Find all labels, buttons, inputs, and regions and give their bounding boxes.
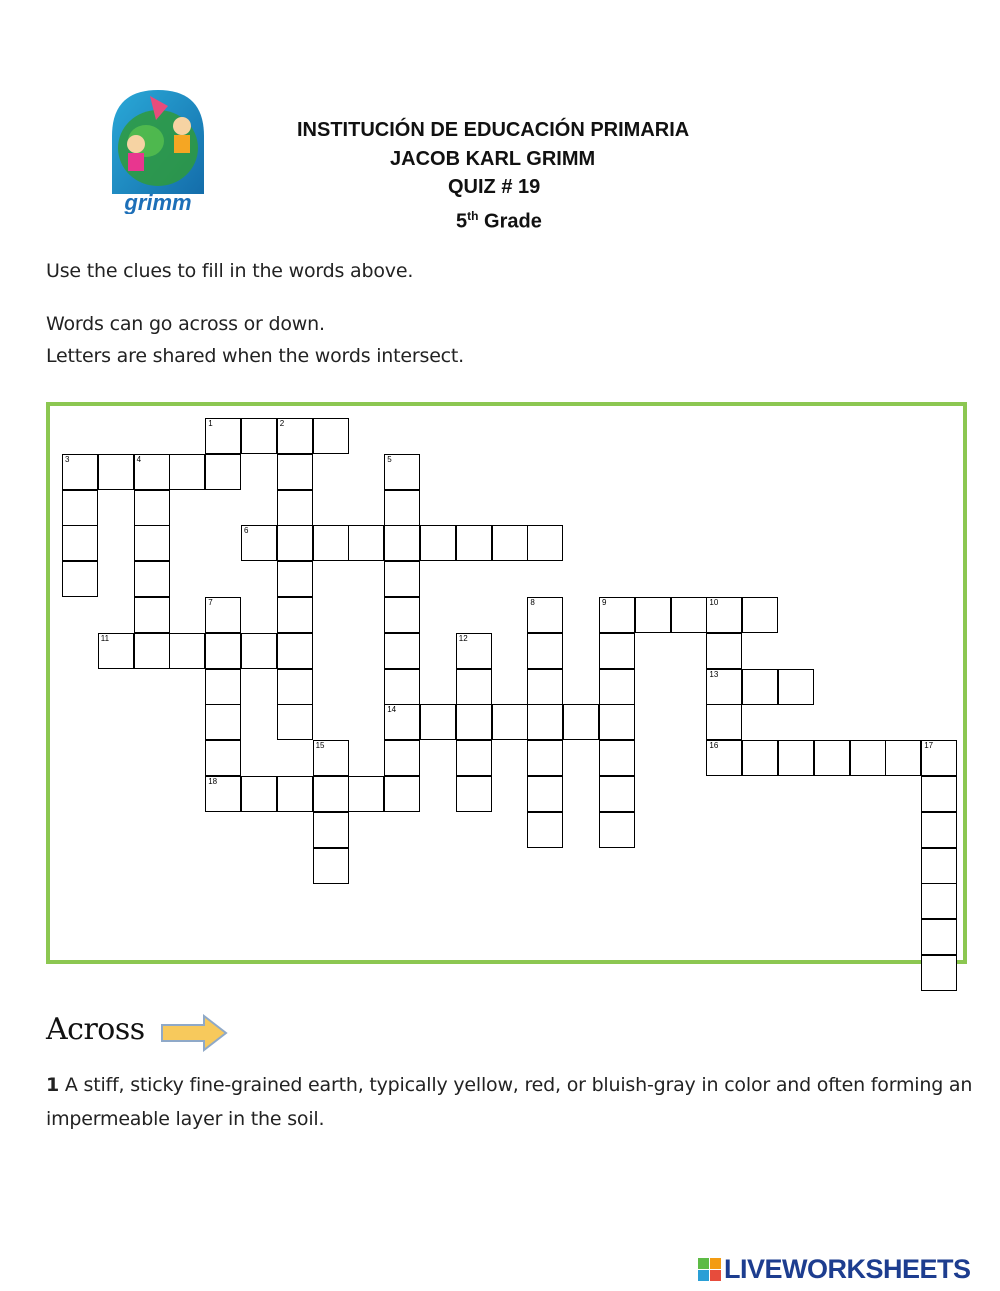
crossword-cell[interactable] [134,597,170,633]
crossword-cell[interactable] [62,561,98,597]
crossword-cell[interactable] [599,704,635,740]
crossword-cell[interactable] [706,704,742,740]
crossword-cell[interactable] [134,490,170,526]
crossword-cell[interactable] [599,669,635,705]
grade-word: Grade [484,210,542,233]
clue-number-label: 15 [315,741,325,751]
crossword-cell[interactable] [814,740,850,776]
crossword-cell[interactable] [384,454,420,490]
crossword-cell[interactable] [205,740,241,776]
liveworksheets-logo [698,1254,971,1285]
crossword-cell[interactable] [62,454,98,490]
crossword-cell[interactable] [742,597,778,633]
school-name: JACOB KARL GRIMM [390,147,596,170]
crossword-cell[interactable] [527,812,563,848]
crossword-cell[interactable] [492,525,528,561]
crossword-cell[interactable] [205,669,241,705]
crossword-cell[interactable] [313,418,349,454]
crossword-cell[interactable] [599,740,635,776]
crossword-cell[interactable] [527,669,563,705]
crossword-cell[interactable] [599,812,635,848]
crossword-cell[interactable] [527,633,563,669]
crossword-cell[interactable] [671,597,707,633]
clue-number-label: 10 [709,598,719,607]
crossword-cell[interactable] [241,525,277,561]
crossword-cell[interactable] [205,418,241,454]
crossword-cell[interactable] [599,776,635,812]
crossword-cell[interactable] [134,561,170,597]
clue-number-label: 13 [709,669,719,679]
crossword-cell[interactable] [742,669,778,705]
crossword-cell[interactable] [277,597,313,633]
crossword-cell[interactable] [241,776,277,812]
crossword-cell[interactable] [277,454,313,490]
quiz-title: QUIZ # 19 [448,176,541,198]
crossword-cell[interactable] [563,704,599,740]
grade-label [250,202,820,236]
crossword-cell[interactable] [98,633,134,669]
crossword-cell[interactable] [921,919,957,955]
clue-number-label: 18 [208,777,218,786]
crossword-cell[interactable] [456,525,492,561]
crossword-cell[interactable] [706,740,742,776]
clue-number-label: 2 [279,419,285,428]
clue-number-label: 17 [924,741,934,751]
crossword-cell[interactable] [456,669,492,705]
crossword-cell[interactable] [527,704,563,740]
crossword-cell[interactable] [778,740,814,776]
crossword-cell[interactable] [778,669,814,705]
crossword-cell[interactable] [348,776,384,812]
crossword-cell[interactable] [277,418,313,454]
clue-number-label: 14 [387,705,397,715]
clue-number-label: 12 [458,633,468,643]
school-logo [108,86,208,214]
crossword-cell[interactable] [635,597,671,633]
crossword-cell[interactable] [492,704,528,740]
crossword-cell[interactable] [384,490,420,526]
crossword-cell[interactable] [527,776,563,812]
crossword-cell[interactable] [313,812,349,848]
crossword-cell[interactable] [384,597,420,633]
crossword-cell[interactable] [706,633,742,669]
crossword-cell[interactable] [277,633,313,669]
institution-name: INSTITUCIÓN DE EDUCACIÓN PRIMARIA [297,119,690,141]
clue-number-label: 7 [208,598,213,607]
logo-wordmark: grimm [124,190,192,214]
crossword-cell[interactable] [527,740,563,776]
instruction-line-3: Letters are shared when the words intersect. [46,345,465,367]
crossword-cell[interactable] [313,525,349,561]
liveworksheets-icon [698,1258,721,1281]
crossword-cell[interactable] [384,776,420,812]
crossword-cell[interactable] [277,561,313,597]
crossword-cell[interactable] [241,633,277,669]
crossword-cell[interactable] [921,955,957,991]
grade-suffix: th [467,208,479,223]
clue-number-label: 16 [709,741,719,751]
crossword-cell[interactable] [921,776,957,812]
crossword-cell[interactable] [456,776,492,812]
crossword-cell[interactable] [205,776,241,812]
crossword-cell[interactable] [527,525,563,561]
crossword-cell[interactable] [384,669,420,705]
crossword-cell[interactable] [384,525,420,561]
crossword-cell[interactable] [384,704,420,740]
instruction-line-2: Words can go across or down. [46,313,325,335]
crossword-cell[interactable] [134,525,170,561]
crossword-cell[interactable] [313,776,349,812]
crossword-cell[interactable] [742,740,778,776]
instruction-line-1: Use the clues to fill in the words above. [46,260,414,282]
school-header [250,116,820,236]
crossword-cell[interactable] [241,418,277,454]
crossword-cell[interactable] [921,883,957,919]
crossword-cell[interactable] [921,848,957,884]
crossword-cell[interactable] [313,740,349,776]
crossword-cell[interactable] [706,669,742,705]
crossword-cell[interactable] [599,597,635,633]
crossword-cell[interactable] [885,740,921,776]
right-arrow-icon [160,1014,228,1052]
crossword-cell[interactable] [277,669,313,705]
crossword-cell[interactable] [456,633,492,669]
crossword-cell[interactable] [384,561,420,597]
clue-number-label: 11 [100,633,110,643]
crossword-cell[interactable] [62,525,98,561]
crossword-cell[interactable] [169,454,205,490]
crossword-cell[interactable] [277,525,313,561]
clue-number-label: 4 [136,454,142,464]
clue-number-label: 6 [244,526,249,536]
crossword-cell[interactable] [599,633,635,669]
clue-text: A stiff, sticky fine-grained earth, typically yellow, red, or bluish-gray in color and often forming an impermeable layer in the soil. [46,1074,973,1130]
crossword-cell[interactable] [706,597,742,633]
crossword-cell[interactable] [205,704,241,740]
liveworksheets-brand: LIVEWORKSHEETS [724,1254,971,1284]
crossword-cell[interactable] [169,633,205,669]
crossword-cell[interactable] [420,704,456,740]
crossword-cell[interactable] [277,490,313,526]
crossword-cell[interactable] [313,848,349,884]
grade-number: 5 [456,210,468,233]
crossword-cell[interactable] [850,740,886,776]
crossword-cell[interactable] [420,525,456,561]
clue-number-label: 3 [65,454,70,464]
across-clue-1 [46,1068,976,1136]
crossword-cell[interactable] [205,633,241,669]
crossword-cell[interactable] [62,490,98,526]
crossword-cell[interactable] [384,633,420,669]
clue-number-label: 5 [387,454,392,464]
crossword-cell[interactable] [277,776,313,812]
crossword-cell[interactable] [527,597,563,633]
crossword-cell[interactable] [456,740,492,776]
clue-number: 1 [46,1074,60,1096]
clue-number-label: 1 [208,419,213,428]
crossword-cell[interactable] [205,454,241,490]
crossword-cell[interactable] [134,633,170,669]
crossword-cell[interactable] [277,704,313,740]
crossword-cell[interactable] [348,525,384,561]
crossword-cell[interactable] [456,704,492,740]
crossword-cell[interactable] [921,812,957,848]
crossword-cell[interactable] [98,454,134,490]
clue-number-label: 8 [530,598,535,607]
crossword-cell[interactable] [921,740,957,776]
crossword-cell[interactable] [134,454,170,490]
crossword-cell[interactable] [205,597,241,633]
across-heading: Across [46,1012,145,1047]
clue-number-label: 9 [602,598,607,607]
crossword-cell[interactable] [384,740,420,776]
